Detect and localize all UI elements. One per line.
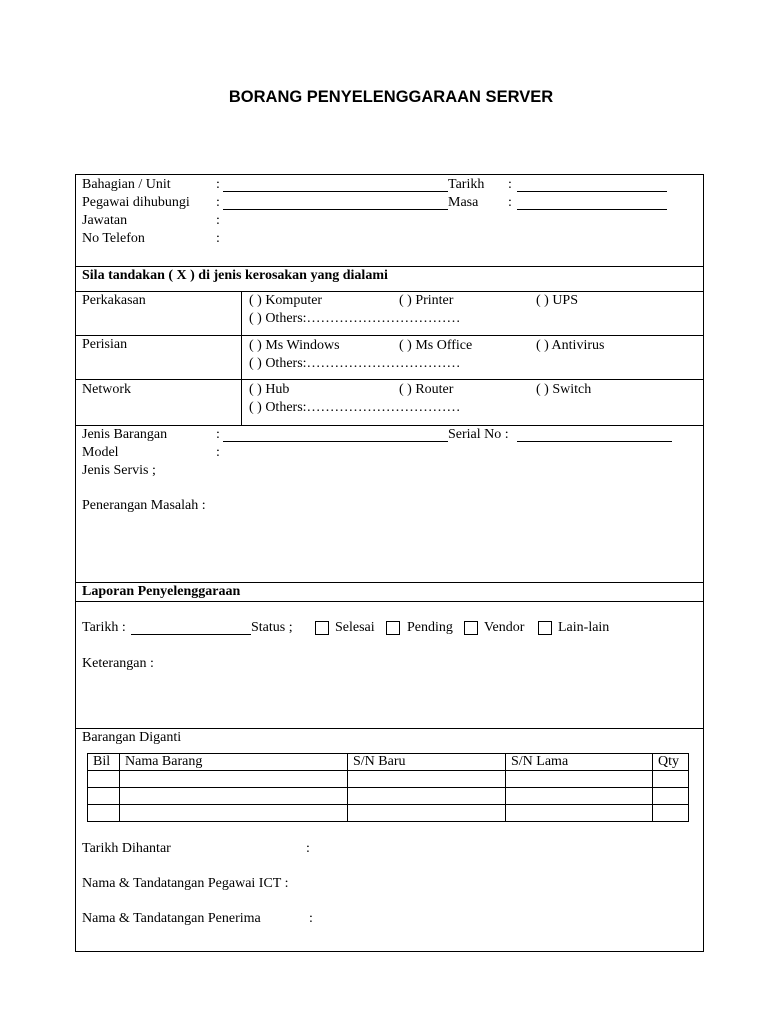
table-cell[interactable] xyxy=(348,805,506,822)
bahagian-label: Bahagian / Unit xyxy=(82,177,171,192)
maintenance-form xyxy=(75,174,704,952)
pegawai-field[interactable] xyxy=(223,209,448,210)
table-cell[interactable] xyxy=(653,788,689,805)
telefon-label: No Telefon xyxy=(82,231,145,246)
pegawai-colon: : xyxy=(216,195,220,210)
column-header: Nama Barang xyxy=(120,754,348,771)
vendor-checkbox[interactable] xyxy=(464,621,478,635)
lain-lain-label: Lain-lain xyxy=(558,620,610,635)
jawatan-label: Jawatan xyxy=(82,213,128,228)
laporan-tarikh-field[interactable] xyxy=(131,634,251,635)
telefon-colon: : xyxy=(216,231,220,246)
option-others-network[interactable]: ( ) Others:…………………………… xyxy=(249,400,461,415)
divider xyxy=(76,335,703,336)
category-network: Network xyxy=(82,382,131,397)
pegawai-label: Pegawai dihubungi xyxy=(82,195,190,210)
keterangan-label: Keterangan : xyxy=(82,656,154,671)
table-cell[interactable] xyxy=(120,805,348,822)
option-others-hardware[interactable]: ( ) Others:…………………………… xyxy=(249,311,461,326)
option-printer[interactable]: ( ) Printer xyxy=(399,293,454,308)
jenis-servis-label: Jenis Servis ; xyxy=(82,463,156,478)
jenis-barangan-colon: : xyxy=(216,427,220,442)
table-cell[interactable] xyxy=(653,771,689,788)
table-cell[interactable] xyxy=(88,771,120,788)
table-cell[interactable] xyxy=(348,788,506,805)
column-header: Qty xyxy=(653,754,689,771)
table-cell[interactable] xyxy=(120,788,348,805)
bahagian-field[interactable] xyxy=(223,191,448,192)
jawatan-colon: : xyxy=(216,213,220,228)
tarikh-dihantar-label: Tarikh Dihantar xyxy=(82,841,171,856)
divider xyxy=(76,291,703,292)
table-row xyxy=(88,805,689,822)
table-cell[interactable] xyxy=(653,805,689,822)
replaced-items-table xyxy=(87,753,689,822)
masa-field[interactable] xyxy=(517,209,667,210)
option-antivirus[interactable]: ( ) Antivirus xyxy=(536,338,605,353)
table-row xyxy=(88,771,689,788)
tarikh-label: Tarikh xyxy=(448,177,485,192)
option-switch[interactable]: ( ) Switch xyxy=(536,382,592,397)
table-cell[interactable] xyxy=(506,805,653,822)
option-hub[interactable]: ( ) Hub xyxy=(249,382,290,397)
table-cell[interactable] xyxy=(506,788,653,805)
masa-colon: : xyxy=(508,195,512,210)
laporan-tarikh-label: Tarikh : xyxy=(82,620,126,635)
serial-no-label: Serial No : xyxy=(448,427,509,442)
table-header-row xyxy=(88,754,689,771)
form-title: BORANG PENYELENGGARAAN SERVER xyxy=(228,88,554,106)
option-ups[interactable]: ( ) UPS xyxy=(536,293,579,308)
jenis-barangan-field[interactable] xyxy=(223,441,448,442)
penerima-colon: : xyxy=(309,911,313,926)
option-others-software[interactable]: ( ) Others:…………………………… xyxy=(249,356,461,371)
option-router[interactable]: ( ) Router xyxy=(399,382,454,397)
option-ms-windows[interactable]: ( ) Ms Windows xyxy=(249,338,340,353)
divider xyxy=(76,379,703,380)
selesai-label: Selesai xyxy=(335,620,375,635)
column-header: S/N Baru xyxy=(348,754,506,771)
column-header: S/N Lama xyxy=(506,754,653,771)
table-cell[interactable] xyxy=(348,771,506,788)
vendor-label: Vendor xyxy=(484,620,525,635)
masa-label: Masa xyxy=(448,195,479,210)
instruction-heading: Sila tandakan ( X ) di jenis kerosakan yang dialami xyxy=(82,268,388,283)
penerima-signature-label: Nama & Tandatangan Penerima xyxy=(82,911,261,926)
pending-label: Pending xyxy=(407,620,453,635)
column-header: Bil xyxy=(88,754,120,771)
table-cell[interactable] xyxy=(506,771,653,788)
selesai-checkbox[interactable] xyxy=(315,621,329,635)
pegawai-ict-signature-label: Nama & Tandatangan Pegawai ICT : xyxy=(82,876,289,891)
model-label: Model xyxy=(82,445,119,460)
model-colon: : xyxy=(216,445,220,460)
pending-checkbox[interactable] xyxy=(386,621,400,635)
table-cell[interactable] xyxy=(88,805,120,822)
divider xyxy=(76,601,703,602)
barangan-heading: Barangan Diganti xyxy=(82,730,182,745)
divider xyxy=(76,425,703,426)
tarikh-dihantar-colon: : xyxy=(306,841,310,856)
column-divider xyxy=(241,291,242,425)
penerangan-label: Penerangan Masalah : xyxy=(82,498,206,513)
category-perisian: Perisian xyxy=(82,337,128,352)
tarikh-field[interactable] xyxy=(517,191,667,192)
bahagian-colon: : xyxy=(216,177,220,192)
tarikh-colon: : xyxy=(508,177,512,192)
serial-no-field[interactable] xyxy=(517,441,672,442)
table-cell[interactable] xyxy=(120,771,348,788)
laporan-heading: Laporan Penyelenggaraan xyxy=(82,584,241,599)
jenis-barangan-label: Jenis Barangan xyxy=(82,427,168,442)
lain-lain-checkbox[interactable] xyxy=(538,621,552,635)
table-cell[interactable] xyxy=(88,788,120,805)
option-ms-office[interactable]: ( ) Ms Office xyxy=(399,338,473,353)
status-label: Status ; xyxy=(251,620,293,635)
table-row xyxy=(88,788,689,805)
option-komputer[interactable]: ( ) Komputer xyxy=(249,293,323,308)
category-perkakasan: Perkakasan xyxy=(82,293,146,308)
